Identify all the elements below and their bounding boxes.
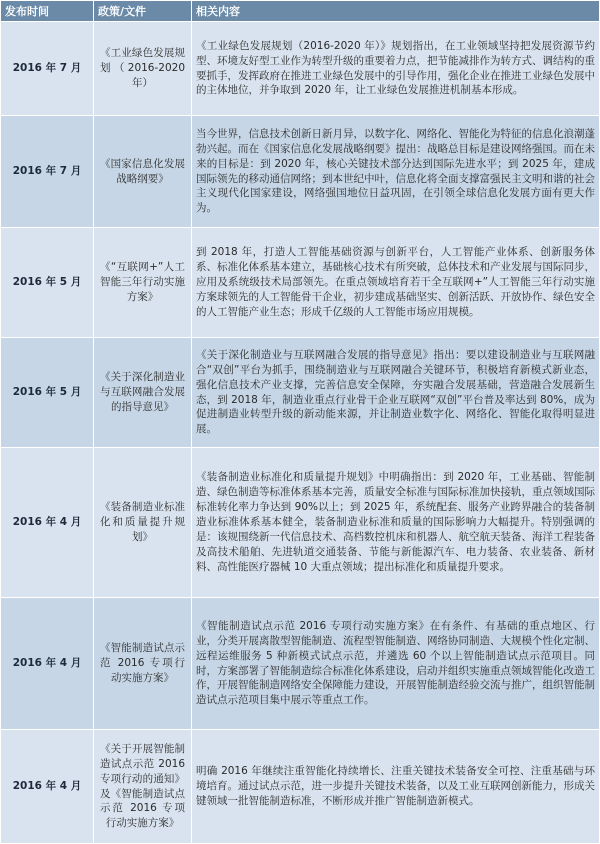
table-row: [1, 730, 600, 844]
table-row: [1, 116, 600, 228]
date-cell: 2016 年 7 月: [1, 22, 94, 116]
date-cell: 2016 年 5 月: [1, 338, 94, 448]
policy-cell: 《工业绿色发展规划（2016-2020 年）: [94, 22, 192, 116]
content-cell: 到 2018 年，打造人工智能基础资源与创新平台，人工智能产业体系、创新服务体系、标准化体系基本建立，基础核心技术有所突破，总体技术和产业发展与国际同步，应用及系统级技术局部领先。在重点领域培育若干全互联网+”人工智能三年行动实施方案球领先的人工智能骨干企业，初步建成基础坚实、创新活跃、开放协作、绿色安全的人工智能产业生态；形成千亿级的人工智能市场应用规模。: [192, 228, 600, 338]
header-policy: 政策/文件: [94, 1, 192, 22]
date-cell: 2016 年 4 月: [1, 730, 94, 844]
policy-cell: 《装备制造业标准化和质量提升规划》: [94, 448, 192, 598]
table-row: [1, 338, 600, 448]
policy-cell: 《国家信息化发展战略纲要》: [94, 116, 192, 228]
date-cell: 2016 年 5 月: [1, 228, 94, 338]
policy-cell: 《关于深化制造业与互联网融合发展的指导意见》: [94, 338, 192, 448]
content-cell: 《装备制造业标准化和质量提升规划》中明确指出：到 2020 年，工业基础、智能制造、绿色制造等标准体系基本完善，质量安全标准与国际标准加快接轨，重点领域国际标准转化率力争达到 90%以上；到 2025 年，系统配套、服务产业跨界融合的装备制造业标准体系基本健全，装备制造业标准和质量的国际影响力大幅提升。特别强调的是：该规围绕新一代信息技术、高档数控机床和机器人、航空航天装备、海洋工程装备及高技术船舶、先进轨道交通装备、节能与新能源汽车、电力装备、农业装备、新材料、高性能医疗器械 10 大重点领域；提出标准化和质量提升要求。: [192, 448, 600, 598]
content-cell: 明确 2016 年继续注重智能化持续增长、注重关键技术装备安全可控、注重基础与环境培育。通过试点示范，进一步提升关键技术装备，以及工业互联网创新能力，形成关键领域一批智能制造标准，不断形成并推广智能制造新模式。: [192, 730, 600, 844]
policy-cell: 《关于开展智能制造试点示范 2016 专项行动的通知》及《智能制造试点示范 2016 专项行动实施方案》: [94, 730, 192, 844]
content-cell: 《智能制造试点示范 2016 专项行动实施方案》在有条件、有基础的重点地区、行业，分类开展离散型智能制造、流程型智能制造、网络协同制造、大规模个性化定制、远程运维服务 5 种新模式试点示范，并遴选 60 个以上智能制造试点示范项目。同时，方案部署了智能制造综合标准化体系建设，启动并组织实施重点领域智能化改造工作，开展智能制造网络安全保障能力建设，开展智能制造经验交流与推广，组织智能制造试点示范项目集中展示等重点工作。: [192, 598, 600, 730]
date-cell: 2016 年 4 月: [1, 448, 94, 598]
table-row: [1, 448, 600, 598]
header-date: 发布时间: [1, 1, 94, 22]
content-cell: 当今世界，信息技术创新日新月异，以数字化、网络化、智能化为特征的信息化浪潮蓬勃兴起。而在《国家信息化发展战略纲要》提出：战略总目标是建设网络强国。而在未来的目标是：到 2020 年，核心关键技术部分达到国际先进水平；到 2025 年，建成国际领先的移动通信网络；到本世纪中叶，信息化将全面支撑富强民主文明和谐的社会主义现代化国家建设，网络强国地位日益巩固，在引领全球信息化发展方面有更大作为。: [192, 116, 600, 228]
date-cell: 2016 年 7 月: [1, 116, 94, 228]
policy-cell: 《智能制造试点示范 2016 专项行动实施方案》: [94, 598, 192, 730]
table-header-row: [1, 1, 600, 22]
table-row: [1, 598, 600, 730]
date-cell: 2016 年 4 月: [1, 598, 94, 730]
header-content: 相关内容: [192, 1, 600, 22]
table-row: [1, 228, 600, 338]
content-cell: 《工业绿色发展规划（2016-2020 年）》规划指出，在工业领域坚持把发展资源节约型、环境友好型工业作为转型升级的重要着力点，把节能减排作为转方式、调结构的重要抓手，发挥政府在推进工业绿色发展中的引导作用，强化企业在推进工业绿色发展中的主体地位，并争取到 2020 年，让工业绿色发展推进机制基本形成。: [192, 22, 600, 116]
policy-cell: 《“互联网+”人工智能三年行动实施方案》: [94, 228, 192, 338]
table-row: [1, 22, 600, 116]
content-cell: 《关于深化制造业与互联网融合发展的指导意见》指出：要以建设制造业与互联网融合“双创”平台为抓手，围绕制造业与互联网融合关键环节，积极培育新模式新业态，强化信息技术产业支撑，完善信息安全保障，夯实融合发展基础，营造融合发展新生态，到 2018 年，制造业重点行业骨干企业互联网“双创”平台普及率达到 80%，成为促进制造业转型升级的新动能来源，并让制造业数字化、网络化、智能化取得明显进展。: [192, 338, 600, 448]
